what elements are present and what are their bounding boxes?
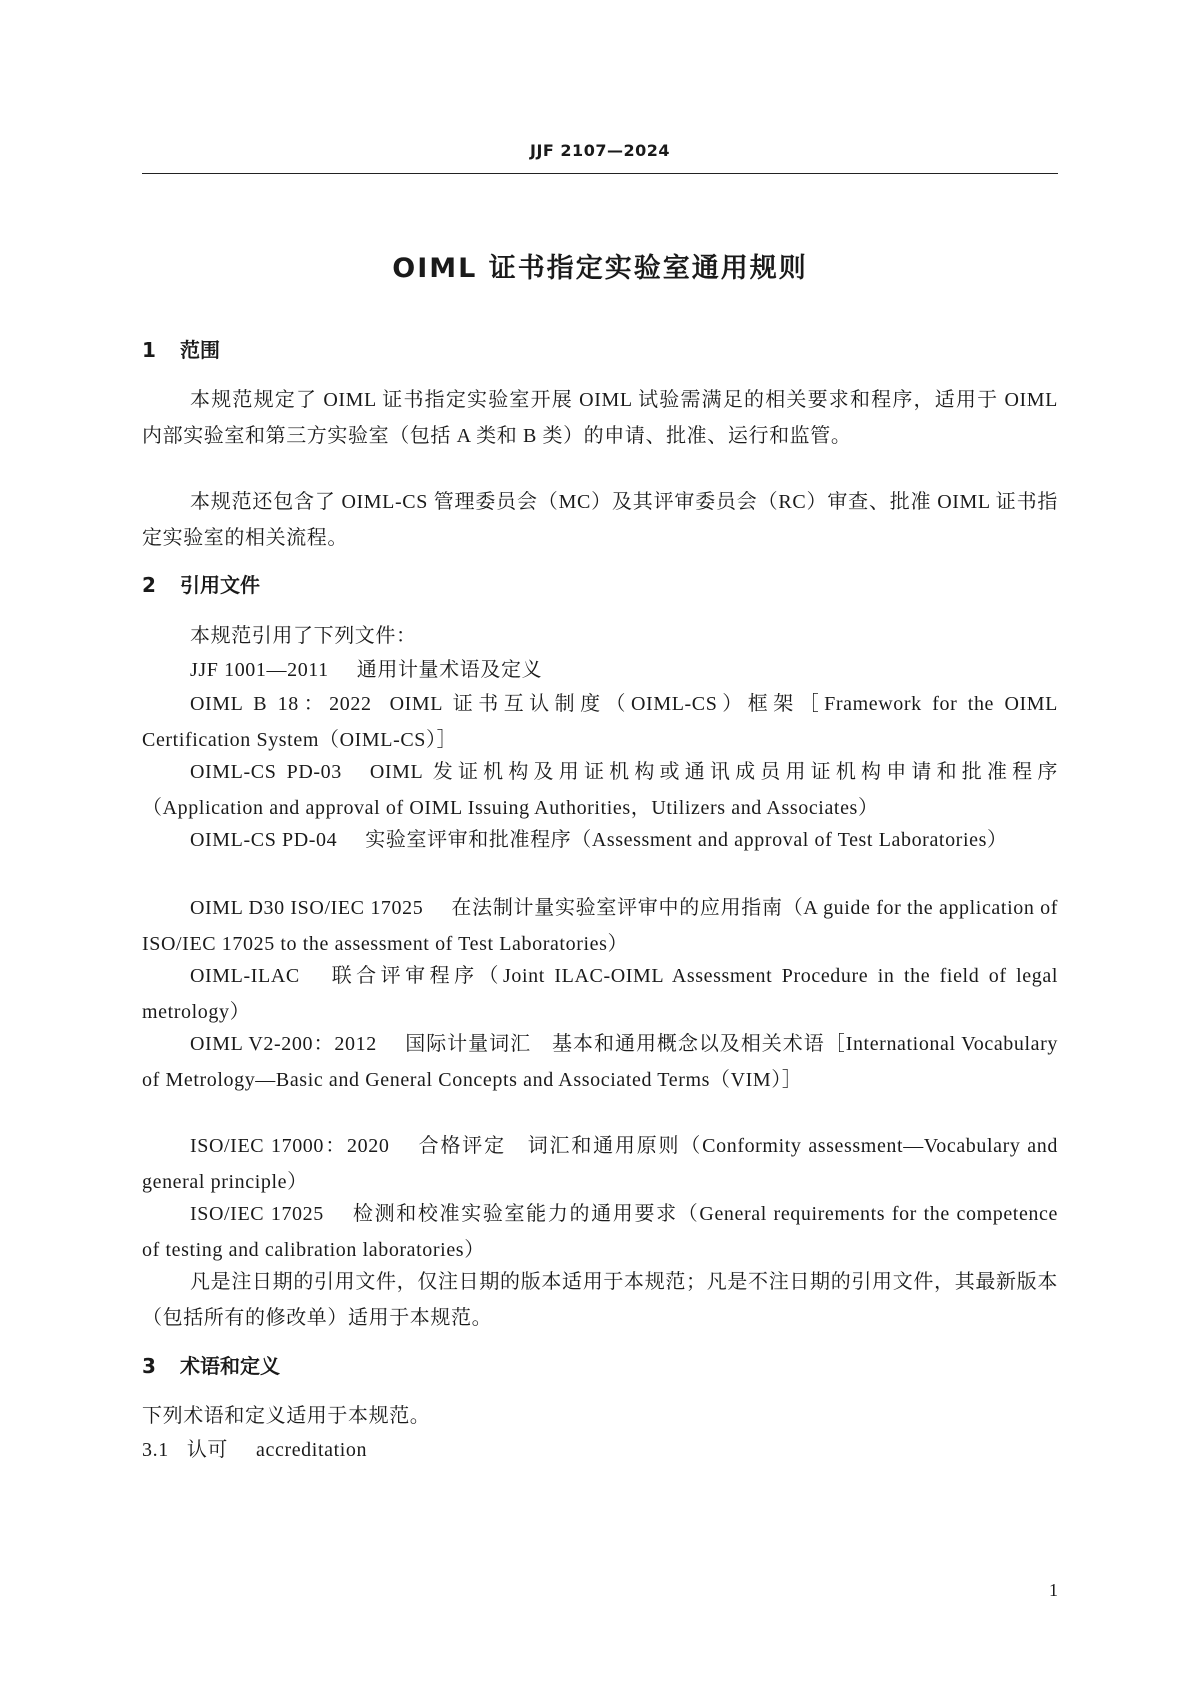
- reference-item: [142, 754, 1058, 826]
- reference-code: OIML B 18：2022: [190, 693, 372, 715]
- section-1-paragraph-2: 本规范还包含了 OIML-CS 管理委员会（MC）及其评审委员会（RC）审查、批准 OIML 证书指定实验室的相关流程。: [142, 491, 1058, 549]
- reference-item: [142, 686, 1058, 758]
- references-closing-paragraph: 凡是注日期的引用文件，仅注日期的版本适用于本规范；凡是不注日期的引用文件，其最新版本（包括所有的修改单）适用于本规范。: [142, 1271, 1058, 1329]
- reference-text: 国际计量词汇 基本和通用概念以及相关术语［International Vocabulary of Metrology—Basic and General Concepts and Associated Terms（VIM）］: [142, 1033, 1058, 1091]
- term-number: 3.1: [142, 1439, 169, 1461]
- section-2-heading: [142, 569, 260, 598]
- reference-text: 在法制计量实验室评审中的应用指南（A guide for the application of ISO/IEC 17025 to the assessment of Test Laboratories）: [142, 897, 1058, 955]
- reference-code: OIML-ILAC: [190, 965, 300, 987]
- reference-text: 联合评审程序（Joint ILAC-OIML Assessment Procedure in the field of legal metrology）: [142, 965, 1058, 1023]
- reference-code: ISO/IEC 17025: [190, 1203, 324, 1225]
- section-title: 引用文件: [180, 573, 260, 597]
- reference-item: [142, 890, 1058, 962]
- reference-code: ISO/IEC 17000：2020: [190, 1135, 390, 1157]
- reference-item: [142, 822, 1058, 858]
- reference-code: JJF 1001—2011: [190, 659, 329, 681]
- section-number: 2: [142, 573, 156, 597]
- section-number: 3: [142, 1354, 156, 1378]
- reference-text: OIML 发证机构及用证机构或通讯成员用证机构申请和批准程序（Application and approval of OIML Issuing Authorities，Utilizers and Associates）: [142, 761, 1058, 819]
- references-intro: 本规范引用了下列文件：: [190, 625, 417, 647]
- reference-item: [142, 958, 1058, 1030]
- section-number: 1: [142, 338, 156, 362]
- reference-item: [142, 1128, 1058, 1200]
- reference-text: 合格评定 词汇和通用原则（Conformity assessment—Vocabulary and general principle）: [142, 1135, 1058, 1193]
- document-title: OIML 证书指定实验室通用规则: [392, 253, 808, 284]
- term-entry: [142, 1432, 1058, 1468]
- reference-text: 通用计量术语及定义: [356, 659, 543, 681]
- reference-code: OIML-CS PD-03: [190, 761, 342, 783]
- section-1-paragraph-1: 本规范规定了 OIML 证书指定实验室开展 OIML 试验需满足的相关要求和程序，适用于 OIML 内部实验室和第三方实验室（包括 A 类和 B 类）的申请、批准、运行和监管。: [142, 389, 1058, 447]
- reference-text: OIML 证书互认制度（OIML-CS）框架［Framework for the OIML Certification System（OIML-CS）］: [142, 693, 1058, 751]
- reference-code: OIML-CS PD-04: [190, 829, 338, 851]
- header-divider: [142, 173, 1058, 174]
- terms-intro: 下列术语和定义适用于本规范。: [142, 1405, 431, 1427]
- reference-item: [142, 1026, 1058, 1098]
- term-english: accreditation: [256, 1439, 368, 1461]
- reference-code: OIML D30 ISO/IEC 17025: [190, 897, 424, 919]
- standard-code-header: JJF 2107—2024: [530, 141, 670, 160]
- reference-text: 实验室评审和批准程序（Assessment and approval of Test Laboratories）: [365, 829, 1008, 851]
- section-title: 范围: [180, 338, 220, 362]
- term-chinese: 认可: [186, 1439, 229, 1461]
- section-title: 术语和定义: [180, 1354, 280, 1378]
- section-3-heading: [142, 1350, 280, 1379]
- reference-text: 检测和校准实验室能力的通用要求（General requirements for the competence of testing and calibration laboratories）: [142, 1203, 1058, 1261]
- reference-item: [142, 1196, 1058, 1268]
- page-number: 1: [1049, 1580, 1058, 1600]
- reference-item: [190, 652, 1058, 688]
- section-1-heading: [142, 334, 220, 363]
- reference-code: OIML V2-200：2012: [190, 1033, 377, 1055]
